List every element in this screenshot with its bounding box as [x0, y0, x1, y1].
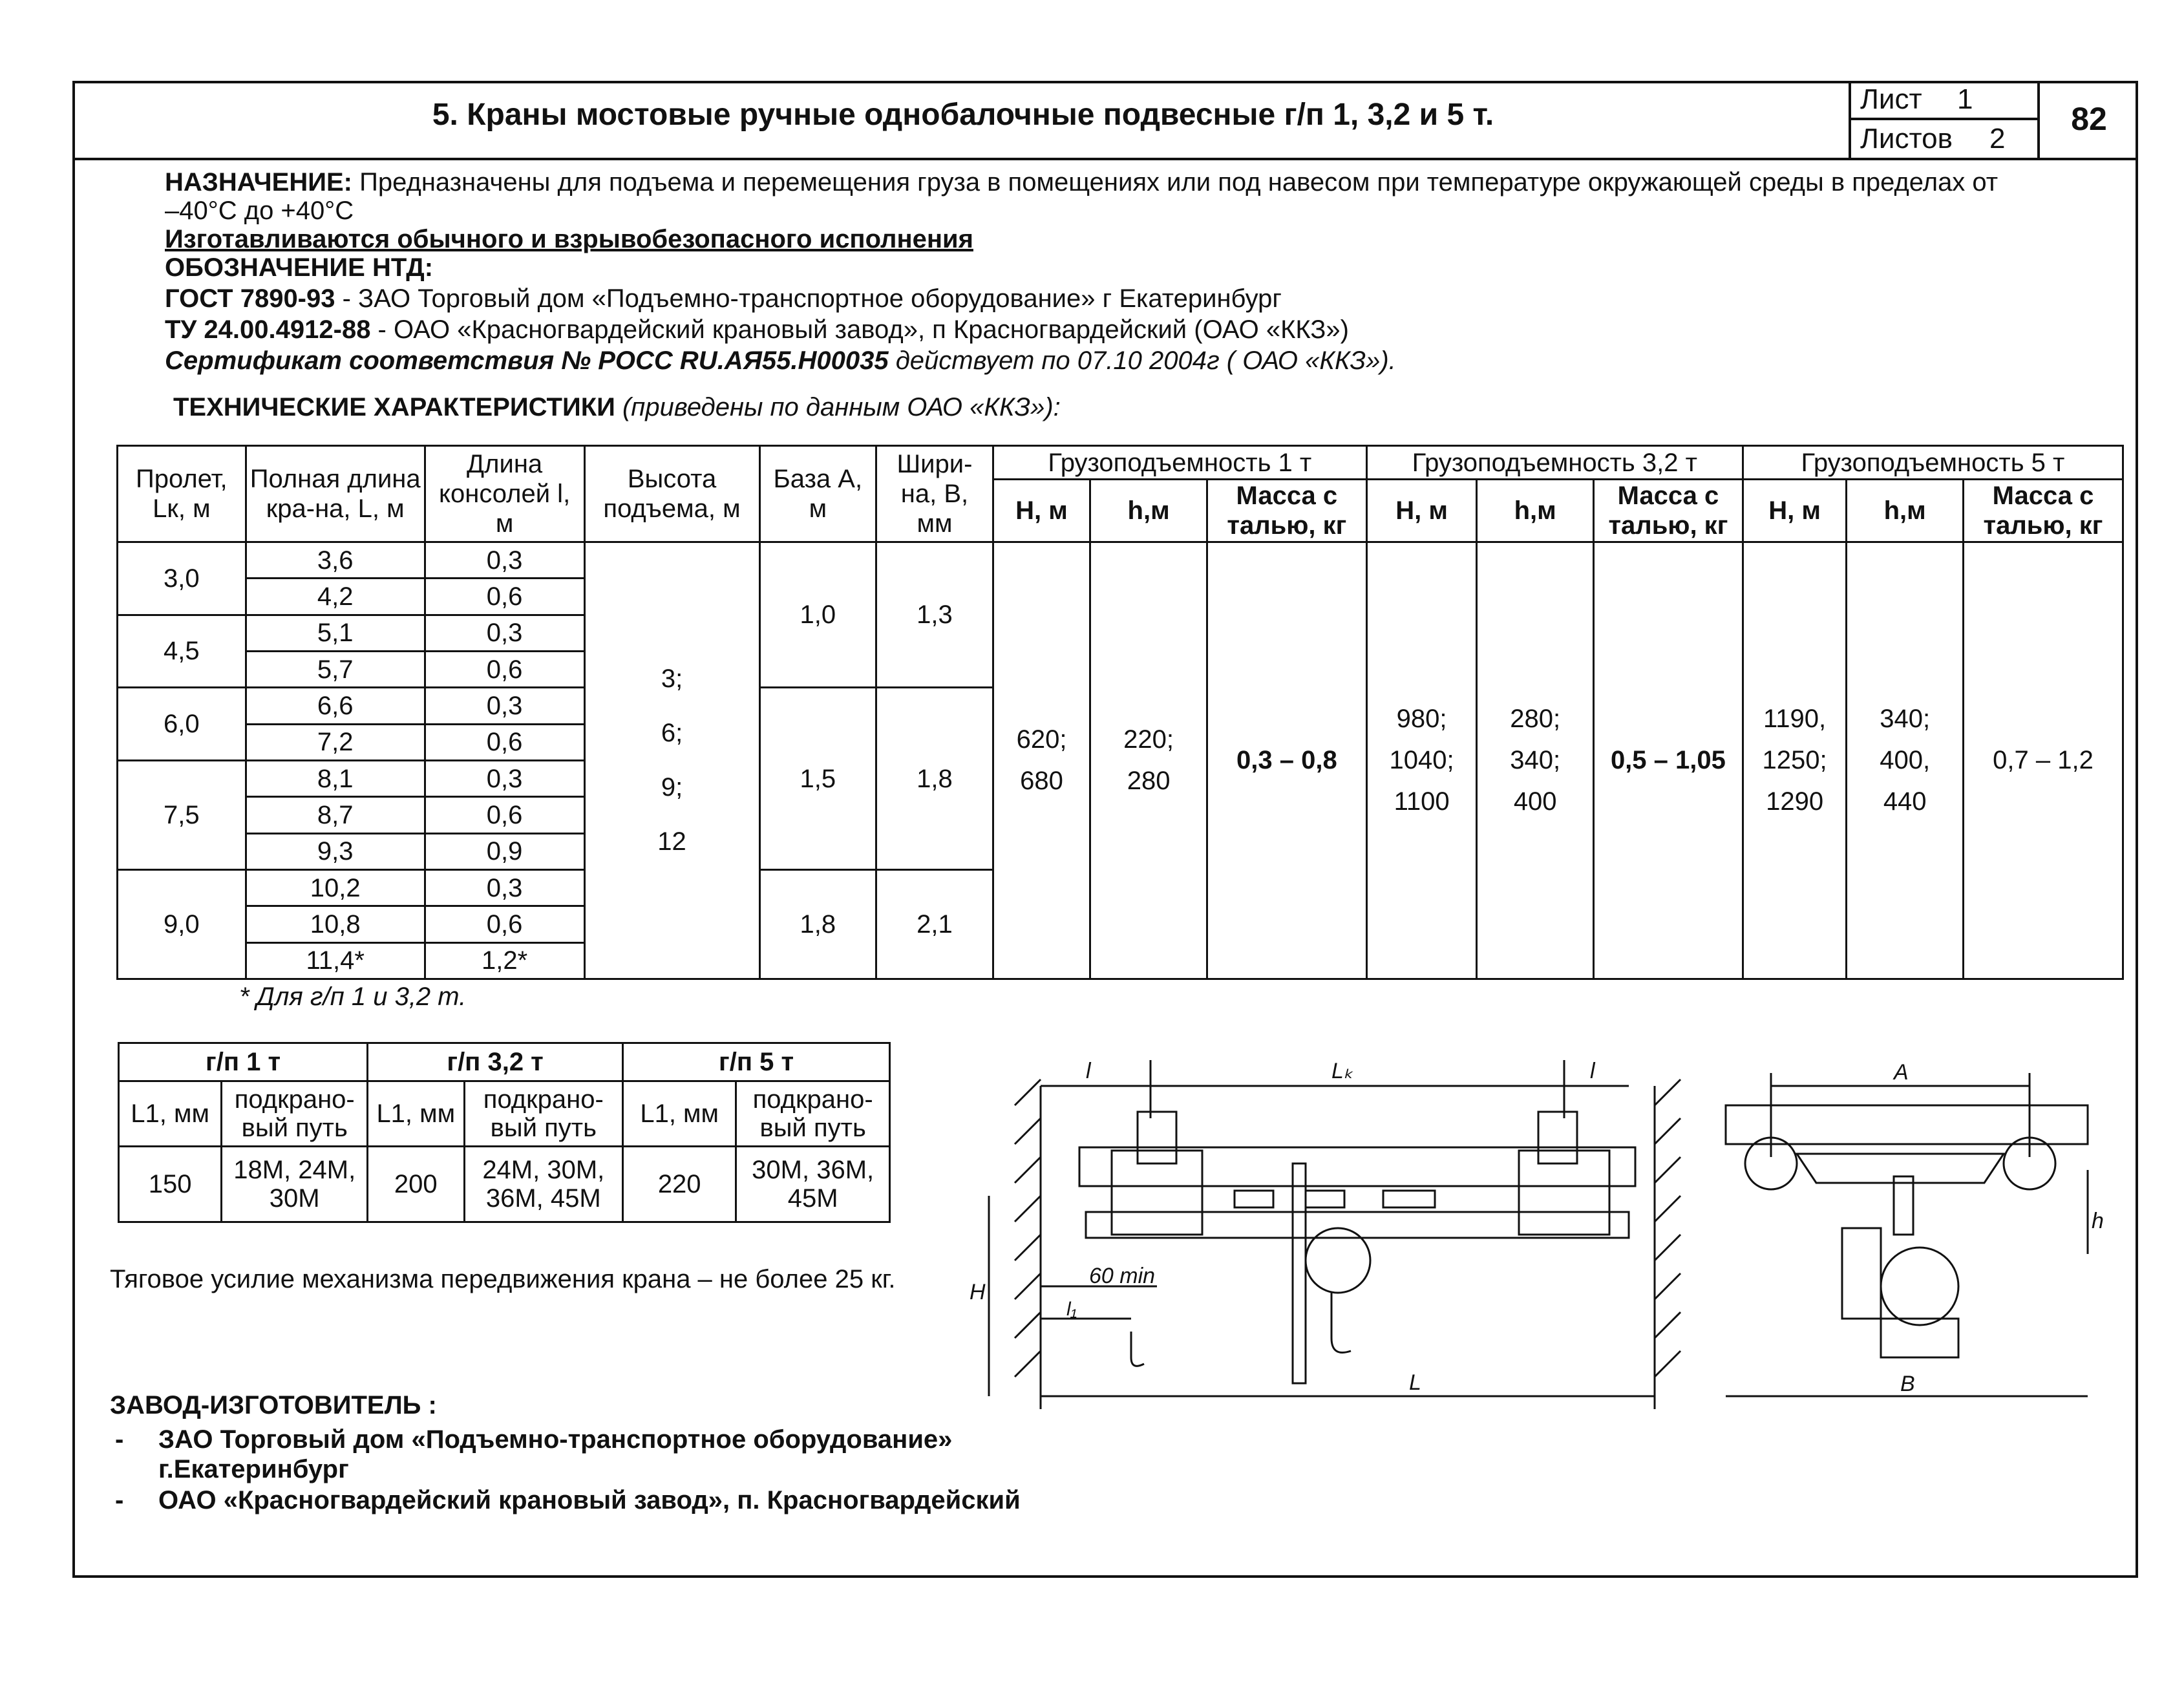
cert-text: действует по 07.10 2004г ( ОАО «ККЗ»). [888, 346, 1396, 375]
hook [1331, 1293, 1351, 1353]
l1-header: L1, мм [623, 1081, 736, 1146]
cap32-h-value: 280; [1510, 705, 1561, 734]
group-5t: г/п 5 т [623, 1043, 890, 1081]
hoist-chain [1293, 1163, 1306, 1383]
header-cap32: Грузоподъемность 3,2 т [1366, 446, 1743, 480]
console-cell: 0,3 [425, 869, 584, 906]
length-cell: 6,6 [246, 688, 425, 724]
tu-line [165, 314, 1349, 345]
span-cell: 7,5 [118, 760, 246, 869]
header-H-1: Н, м [993, 480, 1090, 542]
gost-code: ГОСТ 7890-93 [165, 284, 335, 313]
height-value: 9; [661, 773, 683, 802]
cap5-h-value: 340; [1880, 705, 1931, 734]
span-cell: 4,5 [118, 615, 246, 688]
page-number: 82 [2071, 101, 2107, 137]
hoist-side-left [1842, 1228, 1881, 1319]
header-mass-1: Масса с талью, кг [1207, 480, 1366, 542]
console-cell: 0,3 [425, 542, 584, 578]
cap32-H-value: 1100 [1394, 787, 1450, 816]
cap32-H-value: 1040; [1389, 746, 1454, 775]
cap5-h-value: 400, [1880, 746, 1931, 775]
cap1-h-value: 220; [1123, 725, 1174, 754]
width-cell: 1,8 [876, 688, 993, 870]
l1-value: 220 [623, 1146, 736, 1222]
base-cell: 1,8 [759, 869, 876, 979]
traction-note: Тяговое усилие механизма передвижения крана – не более 25 кг. [110, 1265, 896, 1293]
base-cell: 1,5 [759, 688, 876, 870]
sheets-value: 2 [1989, 123, 2006, 154]
l1-value: 150 [119, 1146, 222, 1222]
console-cell: 0,6 [425, 651, 584, 687]
tech-table [116, 445, 2124, 980]
header-divider [72, 158, 2138, 160]
console-cell: 0,3 [425, 688, 584, 724]
span-cell: 6,0 [118, 688, 246, 761]
header-h-32: h,м [1477, 480, 1594, 542]
purpose-text: Предназначены для подъема и перемещения груза в помещениях или под навесом при температуре окружающей среды в пределах от [359, 168, 1998, 197]
purpose-line [165, 167, 1998, 198]
right-rail-profile [1538, 1112, 1577, 1163]
cap1-h-value: 280 [1127, 767, 1171, 796]
cap5-H-value: 1250; [1762, 746, 1827, 775]
length-cell: 7,2 [246, 724, 425, 760]
cap32-h-value: 340; [1510, 746, 1561, 775]
label-Lk: Lₖ [1331, 1059, 1353, 1083]
header-height: Высота подъема, м [584, 446, 759, 542]
center-beam [1894, 1176, 1913, 1235]
header-h-5: h,м [1847, 480, 1964, 542]
console-cell: 0,3 [425, 760, 584, 796]
sheets-label: Листов [1860, 123, 1953, 154]
purpose-text-2: –40°С до +40°С [165, 197, 354, 225]
footnote: * Для г/п 1 и 3,2 т. [239, 983, 467, 1011]
manufacturer-label: ЗАВОД-ИЗГОТОВИТЕЛЬ : [110, 1391, 437, 1419]
manufacturer-2: ОАО «Красногвардейский крановый завод», п. Красногвардейский [158, 1486, 1021, 1514]
manufacturer-dash: - [115, 1486, 124, 1514]
cert-bold: Сертификат соответствия № РОСС RU.АЯ55.Н00035 [165, 346, 889, 375]
span-cell: 9,0 [118, 869, 246, 979]
label-h: h [2092, 1209, 2104, 1233]
header-h-1: h,м [1090, 480, 1207, 542]
label-L: L [1409, 1370, 1421, 1395]
sheets-row [1851, 120, 2037, 157]
crane-front-drawing [970, 1047, 1693, 1409]
span-cell: 3,0 [118, 542, 246, 615]
cap1-mass: 0,3 – 0,8 [1207, 542, 1366, 979]
label-l-left: l [1086, 1059, 1091, 1083]
gost-text: - ЗАО Торговый дом «Подъемно-транспортное оборудование» г Екатеринбург [335, 284, 1282, 313]
cap5-mass: 0,7 – 1,2 [1964, 542, 2123, 979]
length-cell: 9,3 [246, 833, 425, 869]
sheet-value: 1 [1957, 83, 1973, 115]
cap1-H-value: 680 [1020, 767, 1063, 796]
base-cell: 1,0 [759, 542, 876, 687]
label-l1: l₁ [1066, 1299, 1077, 1320]
console-cell: 0,6 [425, 797, 584, 833]
track-table [118, 1042, 891, 1223]
label-l-right: l [1590, 1059, 1595, 1083]
cap32-H-cell [1366, 542, 1477, 979]
width-cell: 2,1 [876, 869, 993, 979]
label-60min: 60 min [1089, 1264, 1156, 1288]
page-title: 5. Краны мостовые ручные однобалочные подвесные г/п 1, 3,2 и 5 т. [432, 98, 1494, 132]
cap5-h-value: 440 [1883, 787, 1927, 816]
header-H-5: Н, м [1743, 480, 1847, 542]
gost-line [165, 283, 1282, 314]
width-cell: 1,3 [876, 542, 993, 687]
track-value: 30М, 36М, 45М [736, 1146, 890, 1222]
cap32-h-cell [1477, 542, 1594, 979]
cap5-h-cell [1847, 542, 1964, 979]
header-span: Пролет, Lк, м [118, 446, 246, 542]
console-cell: 0,9 [425, 833, 584, 869]
track-value: 18М, 24М, 30М [222, 1146, 368, 1222]
manufacturer-1: ЗАО Торговый дом «Подъемно-транспортное оборудование» [158, 1425, 953, 1454]
manufacturer-dash: - [115, 1425, 124, 1454]
manufactured-line: Изготавливаются обычного и взрывобезопасного исполнения [165, 225, 973, 253]
height-value: 3; [661, 664, 683, 694]
header-width: Шири-на, В, мм [876, 446, 993, 542]
cap5-H-cell [1743, 542, 1847, 979]
crane-side-drawing [1706, 1060, 2107, 1409]
hoist-drum [1881, 1248, 1958, 1325]
cap32-H-value: 980; [1396, 705, 1447, 734]
tech-note: (приведены по данным ОАО «ККЗ»): [615, 393, 1061, 421]
cap5-H-value: 1290 [1766, 787, 1824, 816]
cap1-h-cell [1090, 542, 1207, 979]
label-A: A [1894, 1060, 1909, 1085]
sheet-row [1851, 81, 2037, 120]
l1-header: L1, мм [368, 1081, 464, 1146]
end-hook [1131, 1332, 1144, 1366]
length-cell: 8,1 [246, 760, 425, 796]
length-cell: 3,6 [246, 542, 425, 578]
console-cell: 0,6 [425, 906, 584, 942]
length-cell: 5,7 [246, 651, 425, 687]
group-32t: г/п 3,2 т [368, 1043, 623, 1081]
console-cell: 0,6 [425, 724, 584, 760]
header-full-length: Полная длина кра-на, L, м [246, 446, 425, 542]
track-header: подкрано-вый путь [222, 1081, 368, 1146]
header-console: Длина консолей l, м [425, 446, 584, 542]
left-wall [1015, 1079, 1041, 1409]
sheet-label: Лист [1860, 83, 1922, 115]
cert-line [165, 345, 1396, 376]
cap5-H-value: 1190, [1763, 705, 1827, 734]
left-rail-profile [1138, 1112, 1176, 1163]
tu-code: ТУ 24.00.4912-88 [165, 315, 371, 344]
tech-line [173, 392, 1061, 423]
cap32-h-value: 400 [1513, 787, 1557, 816]
console-cell: 1,2* [425, 942, 584, 979]
header-cap5: Грузоподъемность 5 т [1743, 446, 2123, 480]
length-cell: 11,4* [246, 942, 425, 979]
console-cell: 0,6 [425, 579, 584, 615]
header-mass-32: Масса с талью, кг [1594, 480, 1743, 542]
l1-header: L1, мм [119, 1081, 222, 1146]
track-value: 24М, 30М, 36М, 45М [464, 1146, 623, 1222]
length-cell: 4,2 [246, 579, 425, 615]
height-value: 6; [661, 719, 683, 748]
cap1-H-cell [993, 542, 1090, 979]
truck-frame [1797, 1154, 2004, 1183]
l1-value: 200 [368, 1146, 464, 1222]
label-H: H [970, 1280, 986, 1304]
header-mass-5: Масса с талью, кг [1964, 480, 2123, 542]
purpose-label: НАЗНАЧЕНИЕ: [165, 168, 352, 197]
height-value: 12 [657, 827, 686, 856]
length-cell: 10,2 [246, 869, 425, 906]
console-cell: 0,3 [425, 615, 584, 651]
ntd-label: ОБОЗНАЧЕНИЕ НТД: [165, 253, 434, 282]
group-1t: г/п 1 т [119, 1043, 368, 1081]
bridge-beam [1079, 1147, 1635, 1186]
cap32-mass: 0,5 – 1,05 [1594, 542, 1743, 979]
tech-label: ТЕХНИЧЕСКИЕ ХАРАКТЕРИСТИКИ [173, 393, 615, 421]
heights-cell [584, 542, 759, 979]
length-cell: 10,8 [246, 906, 425, 942]
manufacturer-1-city: г.Екатеринбург [158, 1455, 349, 1483]
track-header: подкрано-вый путь [736, 1081, 890, 1146]
label-B: B [1900, 1372, 1915, 1396]
header-base: База А, м [759, 446, 876, 542]
length-cell: 5,1 [246, 615, 425, 651]
right-wall [1655, 1079, 1680, 1409]
track-header: подкрано-вый путь [464, 1081, 623, 1146]
header-cap1: Грузоподъемность 1 т [993, 446, 1366, 480]
header-H-32: Н, м [1366, 480, 1477, 542]
sheet-info-box [1849, 81, 2040, 158]
tu-text: - ОАО «Красногвардейский крановый завод», п Красногвардейский (ОАО «ККЗ») [370, 315, 1349, 344]
cap1-H-value: 620; [1016, 725, 1067, 754]
length-cell: 8,7 [246, 797, 425, 833]
